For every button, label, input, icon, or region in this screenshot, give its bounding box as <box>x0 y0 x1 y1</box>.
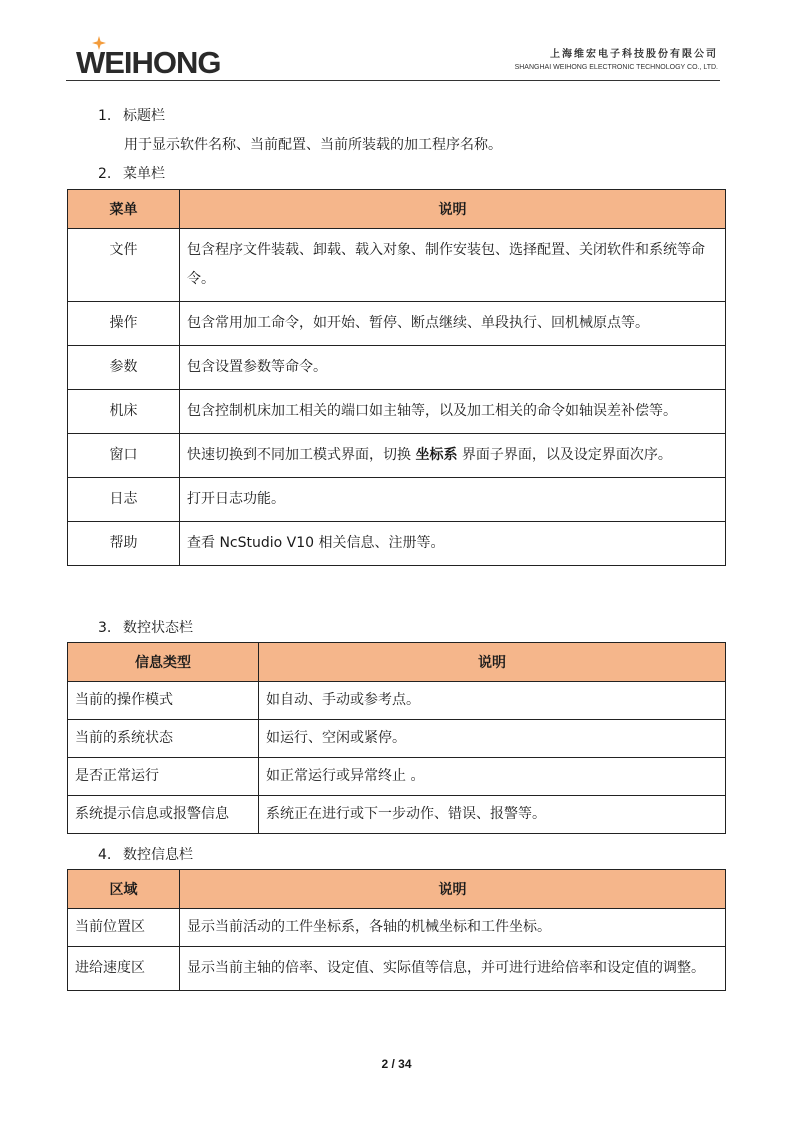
table-row <box>68 522 726 566</box>
table-row <box>68 434 726 478</box>
menu-description: 包含常用加工命令，如开始、暂停、断点继续、单段执行、回机械原点等。 <box>180 302 726 346</box>
section-number: 2. <box>98 166 112 182</box>
menu-name: 操作 <box>68 302 180 346</box>
info-type: 是否正常运行 <box>68 758 259 796</box>
section-title: 数控信息栏 <box>123 847 193 863</box>
section-1-heading <box>98 106 165 126</box>
logo-text: WEIHONG <box>76 45 221 80</box>
column-header: 说明 <box>259 643 726 682</box>
section-3-heading <box>98 618 193 638</box>
menu-name: 文件 <box>68 229 180 302</box>
area-name: 当前位置区 <box>68 909 180 947</box>
section-2-heading <box>98 164 165 184</box>
section-number: 3. <box>98 620 112 636</box>
area-name: 进给速度区 <box>68 947 180 991</box>
table-row <box>68 478 726 522</box>
table-header-row <box>68 643 726 682</box>
info-description: 如正常运行或异常终止 。 <box>259 758 726 796</box>
section-title: 菜单栏 <box>123 166 165 182</box>
page-number: 2 / 34 <box>381 1057 412 1071</box>
info-type: 当前的操作模式 <box>68 682 259 720</box>
menu-name: 帮助 <box>68 522 180 566</box>
menu-description: 包含控制机床加工相关的端口如主轴等，以及加工相关的命令如轴误差补偿等。 <box>180 390 726 434</box>
menu-name: 窗口 <box>68 434 180 478</box>
info-type: 当前的系统状态 <box>68 720 259 758</box>
menu-name: 参数 <box>68 346 180 390</box>
menu-description: 打开日志功能。 <box>180 478 726 522</box>
menu-bar-table <box>67 189 726 566</box>
column-header: 说明 <box>180 190 726 229</box>
table-row <box>68 758 726 796</box>
company-name <box>515 48 718 73</box>
section-number: 1. <box>98 108 112 124</box>
nc-status-table <box>67 642 726 834</box>
column-header: 区域 <box>68 870 180 909</box>
info-description: 如自动、手动或参考点。 <box>259 682 726 720</box>
menu-name: 机床 <box>68 390 180 434</box>
column-header: 说明 <box>180 870 726 909</box>
menu-description: 包含设置参数等命令。 <box>180 346 726 390</box>
table-row <box>68 682 726 720</box>
menu-description <box>180 434 726 478</box>
table-header-row <box>68 190 726 229</box>
table-row <box>68 947 726 991</box>
description-text: 界面子界面，以及设定界面次序。 <box>457 447 672 463</box>
coordinate-system-term: 坐标系 <box>415 447 458 463</box>
section-title: 数控状态栏 <box>123 620 193 636</box>
table-row <box>68 229 726 302</box>
info-description: 如运行、空闲或紧停。 <box>259 720 726 758</box>
info-type: 系统提示信息或报警信息 <box>68 796 259 834</box>
section-title: 标题栏 <box>123 108 165 124</box>
page-header <box>66 38 720 81</box>
column-header: 信息类型 <box>68 643 259 682</box>
column-header: 菜单 <box>68 190 180 229</box>
section-number: 4. <box>98 847 112 863</box>
nc-info-table <box>67 869 726 991</box>
company-name-en: SHANGHAI WEIHONG ELECTRONIC TECHNOLOGY CO., LTD. <box>514 64 718 71</box>
section-1-text: 用于显示软件名称、当前配置、当前所装载的加工程序名称。 <box>124 137 502 153</box>
description-text: 快速切换到不同加工模式界面，切换 <box>187 447 416 463</box>
table-row <box>68 302 726 346</box>
area-description: 显示当前活动的工件坐标系，各轴的机械坐标和工件坐标。 <box>180 909 726 947</box>
table-row <box>68 796 726 834</box>
table-header-row <box>68 870 726 909</box>
company-name-cn: 上海维宏电子科技股份有限公司 <box>550 49 718 60</box>
table-row <box>68 720 726 758</box>
table-row <box>68 390 726 434</box>
table-row <box>68 346 726 390</box>
menu-description: 包含程序文件装载、卸载、载入对象、制作安装包、选择配置、关闭软件和系统等命令。 <box>180 229 726 302</box>
area-description: 显示当前主轴的倍率、设定值、实际值等信息，并可进行进给倍率和设定值的调整。 <box>180 947 726 991</box>
section-4-heading <box>98 845 193 865</box>
menu-name: 日志 <box>68 478 180 522</box>
menu-description: 查看 NcStudio V10 相关信息、注册等。 <box>180 522 726 566</box>
info-description: 系统正在进行或下一步动作、错误、报警等。 <box>259 796 726 834</box>
table-row <box>68 909 726 947</box>
